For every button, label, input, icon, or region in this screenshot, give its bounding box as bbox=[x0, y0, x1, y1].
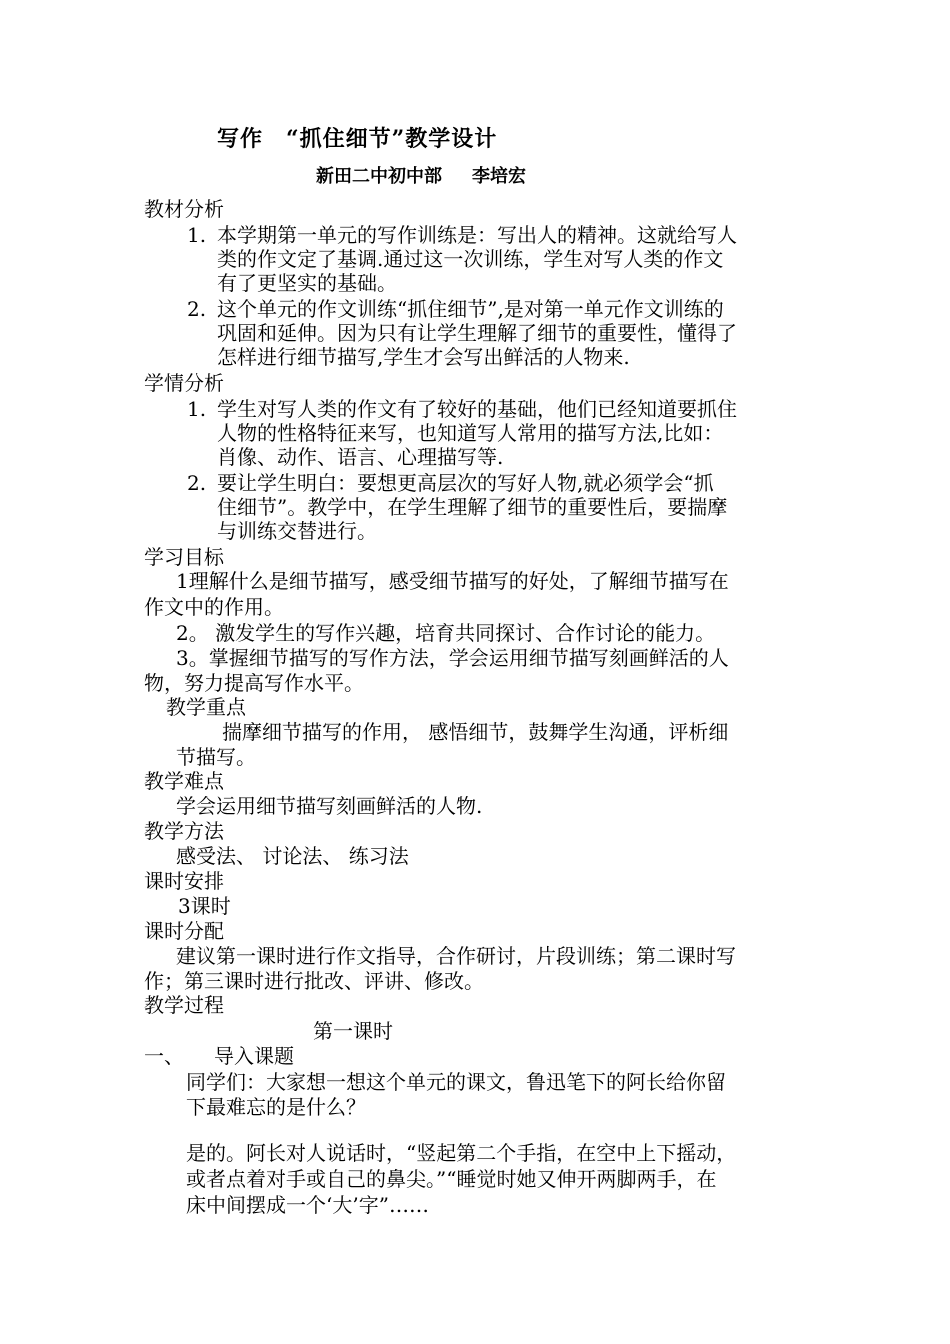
heading-process: 教学过程 bbox=[144, 993, 224, 1017]
list-item-line: 肖像、动作、语言、心理描写等. bbox=[217, 445, 504, 469]
paragraph-line: 下最难忘的是什么？ bbox=[186, 1095, 366, 1119]
heading-key-points: 教学重点 bbox=[166, 695, 246, 719]
list-item-line: 怎样进行细节描写,学生才会写出鲜活的人物来. bbox=[217, 345, 630, 369]
list-item-line: 要让学生明白：要想更高层次的写好人物,就必须学会“抓 bbox=[217, 471, 714, 495]
list-number: 2. bbox=[187, 297, 207, 321]
author-school: 新田二中初中部 bbox=[316, 166, 442, 187]
objective-line: 作文中的作用。 bbox=[144, 595, 284, 619]
heading-material-analysis: 教材分析 bbox=[144, 197, 224, 221]
list-item-line: 学生对写人类的作文有了较好的基础，他们已经知道要抓住 bbox=[217, 397, 737, 421]
list-item-line: 有了更坚实的基础。 bbox=[217, 271, 397, 295]
heading-objectives: 学习目标 bbox=[144, 545, 224, 569]
difficulty-line: 学会运用细节描写刻画鲜活的人物. bbox=[176, 794, 483, 818]
paragraph-line: 同学们：大家想一想这个单元的课文，鲁迅笔下的阿长给你留 bbox=[186, 1070, 726, 1094]
heading-difficulties: 教学难点 bbox=[144, 769, 224, 793]
step-title: 导入课题 bbox=[214, 1044, 294, 1068]
list-item-line: 住细节”。教学中，在学生理解了细节的重要性后，要揣摩 bbox=[217, 495, 728, 519]
document-title: 写作 “抓住细节”教学设计 bbox=[217, 126, 498, 152]
paragraph-line: 或者点着对手或自己的鼻尖。”“睡觉时她又伸开两脚两手，在 bbox=[186, 1167, 717, 1191]
key-point-line: 节描写。 bbox=[176, 745, 256, 769]
heading-methods: 教学方法 bbox=[144, 819, 224, 843]
heading-student-analysis: 学情分析 bbox=[144, 371, 224, 395]
paragraph-line: 床中间摆成一个‘大’字”…… bbox=[186, 1193, 429, 1217]
key-point-line: 揣摩细节描写的作用， 感悟细节，鼓舞学生沟通，评析细 bbox=[222, 720, 729, 744]
list-item-line: 类的作文定了基调.通过这一次训练，学生对写人类的作文 bbox=[217, 247, 724, 271]
allocation-line: 建议第一课时进行作文指导，合作研讨，片段训练；第二课时写 bbox=[176, 944, 736, 968]
list-number: 1. bbox=[187, 397, 207, 421]
objective-line: 2。 激发学生的写作兴趣，培育共同探讨、合作讨论的能力。 bbox=[176, 621, 716, 645]
step-number: 一、 bbox=[144, 1044, 184, 1068]
schedule-line: 3课时 bbox=[178, 894, 231, 918]
lesson-title: 第一课时 bbox=[313, 1019, 393, 1043]
author-line bbox=[316, 162, 526, 188]
heading-schedule: 课时安排 bbox=[144, 869, 224, 893]
methods-line: 感受法、 讨论法、 练习法 bbox=[176, 844, 409, 868]
list-number: 2. bbox=[187, 471, 207, 495]
paragraph-line: 是的。阿长对人说话时，“竖起第二个手指，在空中上下摇动， bbox=[186, 1141, 737, 1165]
list-item-line: 这个单元的作文训练“抓住细节”,是对第一单元作文训练的 bbox=[217, 297, 724, 321]
objective-line: 物，努力提高写作水平。 bbox=[144, 671, 364, 695]
list-item-line: 巩固和延伸。因为只有让学生理解了细节的重要性，懂得了 bbox=[217, 321, 737, 345]
list-item-line: 人物的性格特征来写，也知道写人常用的描写方法,比如： bbox=[217, 421, 724, 445]
list-item-line: 与训练交替进行。 bbox=[217, 519, 377, 543]
list-item-line: 本学期第一单元的写作训练是：写出人的精神。这就给写人 bbox=[217, 223, 737, 247]
objective-line: 3。掌握细节描写的写作方法，学会运用细节描写刻画鲜活的人 bbox=[176, 646, 729, 670]
objective-line: 1理解什么是细节描写，感受细节描写的好处，了解细节描写在 bbox=[176, 569, 729, 593]
author-name: 李培宏 bbox=[472, 166, 526, 187]
heading-allocation: 课时分配 bbox=[144, 919, 224, 943]
allocation-line: 作；第三课时进行批改、评讲、修改。 bbox=[144, 969, 484, 993]
list-number: 1. bbox=[187, 223, 207, 247]
